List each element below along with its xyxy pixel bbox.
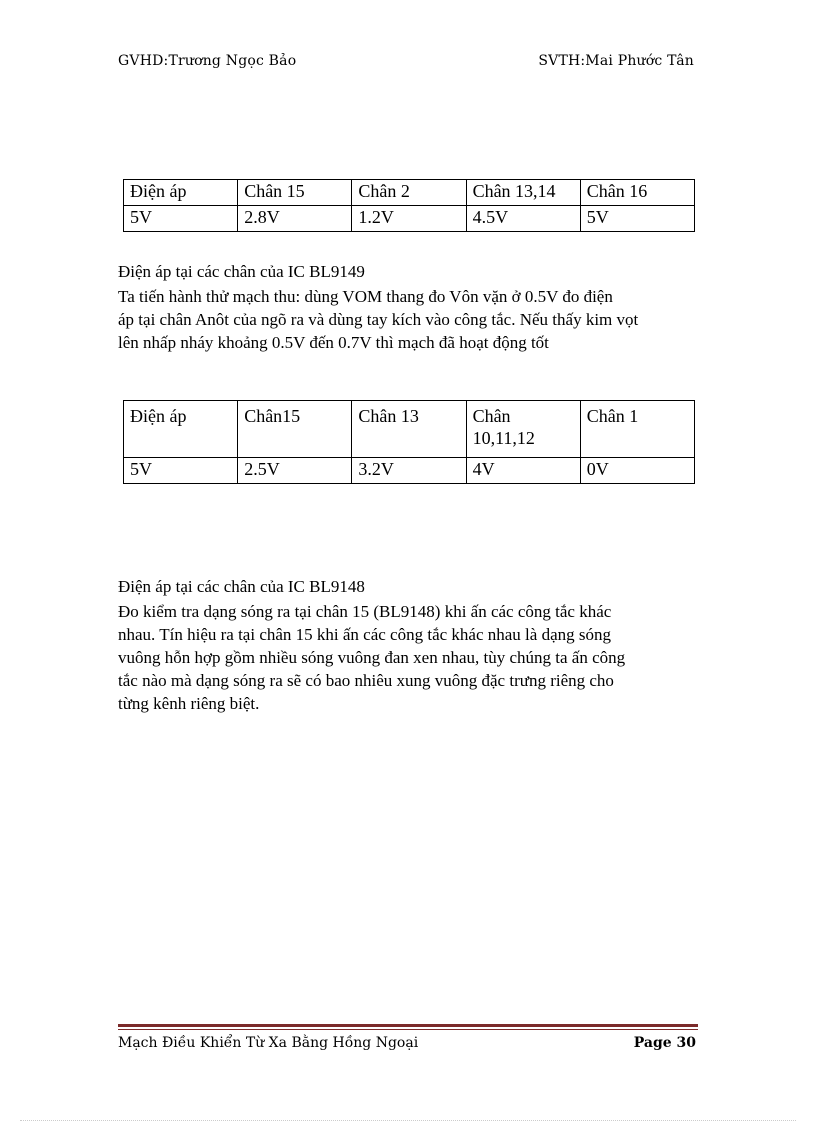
table-cell: 3.2V	[352, 458, 466, 484]
table-cell: 5V	[124, 458, 238, 484]
table-cell: 5V	[124, 206, 238, 232]
paragraph-receiver-test	[118, 285, 698, 354]
table-cell: 5V	[580, 206, 694, 232]
footer-divider	[118, 1024, 698, 1027]
table-header-row	[124, 401, 695, 458]
table-header-cell: Chân 16	[580, 180, 694, 206]
paragraph-line: vuông hỗn hợp gồm nhiều sóng vuông đan xen nhau, tùy chúng ta ấn công	[118, 648, 626, 667]
table-header-cell: Chân15	[238, 401, 352, 458]
table-header-cell: Chân 13	[352, 401, 466, 458]
header-left: GVHD:Trương Ngọc Bảo	[118, 53, 297, 69]
footer-title: Mạch Điều Khiển Từ Xa Bằng Hồng Ngoại	[118, 1035, 419, 1051]
table-header-cell: Điện áp	[124, 180, 238, 206]
paragraph-line: Ta tiến hành thử mạch thu: dùng VOM thang đo Vôn vặn ở 0.5V đo điện	[118, 287, 613, 306]
page-edge-divider	[20, 1120, 796, 1121]
voltage-table-bl9148	[123, 400, 695, 484]
table-cell: 2.5V	[238, 458, 352, 484]
table-row	[124, 206, 695, 232]
page-number: Page 30	[633, 1035, 696, 1051]
table-cell: 4.5V	[466, 206, 580, 232]
paragraph-line: từng kênh riêng biệt.	[118, 694, 260, 713]
table-caption-bl9148: Điện áp tại các chân của IC BL9148	[118, 577, 365, 596]
table-header-cell: Điện áp	[124, 401, 238, 458]
table-cell: 2.8V	[238, 206, 352, 232]
table-header-cell: Chân 10,11,12	[466, 401, 580, 458]
header-right: SVTH:Mai Phước Tân	[538, 53, 694, 69]
paragraph-line: lên nhấp nháy khoảng 0.5V đến 0.7V thì mạch đã hoạt động tốt	[118, 333, 549, 352]
table-cell: 4V	[466, 458, 580, 484]
table-cell: 0V	[580, 458, 694, 484]
table-header-cell: Chân 13,14	[466, 180, 580, 206]
paragraph-line: tắc nào mà dạng sóng ra sẽ có bao nhiêu xung vuông đặc trưng riêng cho	[118, 671, 614, 690]
footer-divider-thin	[118, 1029, 698, 1030]
table-row	[124, 458, 695, 484]
table-header-cell: Chân 2	[352, 180, 466, 206]
paragraph-line: Đo kiểm tra dạng sóng ra tại chân 15 (BL9148) khi ấn các công tắc khác	[118, 602, 612, 621]
paragraph-line: áp tại chân Anôt của ngõ ra và dùng tay kích vào công tắc. Nếu thấy kim vọt	[118, 310, 639, 329]
table-cell: 1.2V	[352, 206, 466, 232]
paragraph-waveform-test	[118, 600, 698, 715]
paragraph-line: nhau. Tín hiệu ra tại chân 15 khi ấn các công tắc khác nhau là dạng sóng	[118, 625, 611, 644]
voltage-table-bl9149	[123, 179, 695, 232]
table-caption-bl9149: Điện áp tại các chân của IC BL9149	[118, 262, 365, 281]
table-header-cell: Chân 1	[580, 401, 694, 458]
table-header-row	[124, 180, 695, 206]
table-header-cell: Chân 15	[238, 180, 352, 206]
